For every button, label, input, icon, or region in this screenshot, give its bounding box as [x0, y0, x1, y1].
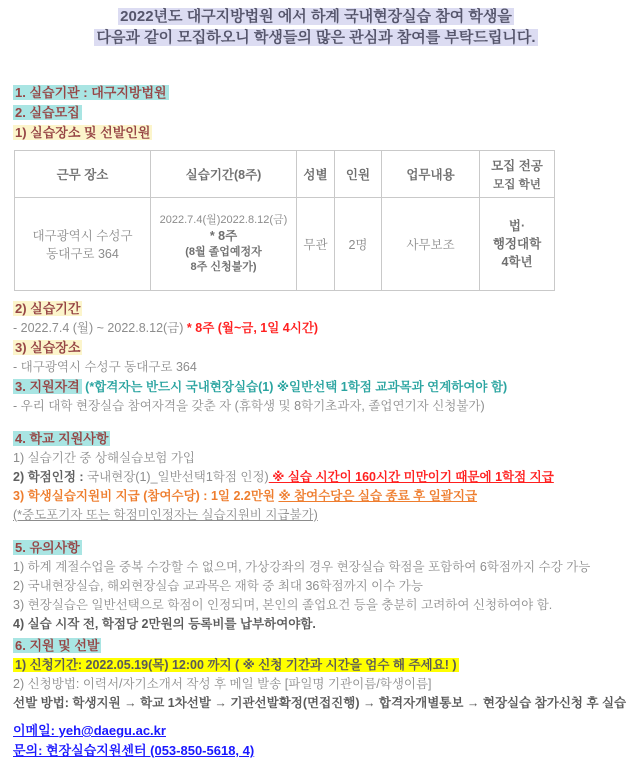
recruitment-table	[14, 150, 555, 291]
section6-item1: 1) 신청기간: 2022.05.19(목) 12:00 까지 ( ※ 신청 기간과 시간을 엄수 해 주세요! )	[15, 658, 457, 672]
table-header-row	[15, 151, 555, 198]
inquiry-text: 문의: 현장실습지원센터 (053-850-5618, 4)	[13, 743, 255, 758]
table-row	[15, 198, 555, 291]
email-label: 이메일:	[13, 723, 59, 738]
col-header-count: 인원	[335, 151, 382, 198]
cell-duty: 사무보조	[382, 198, 480, 291]
section6-item2: 2) 신청방법: 이력서/자기소개서 작성 후 메일 발송 [파일명 기관이름/학생이름]	[13, 677, 432, 691]
section4-item4: (*중도포기자 또는 학점미인정자는 실습지원비 지급불가)	[13, 508, 318, 522]
page-title	[13, 6, 619, 48]
section6-item3: 선발 방법: 학생지원 → 학교 1차선발 → 기관선발확정(면접진행) → 합격자개별통보 → 현장실습 참가신청 후 실습	[13, 696, 627, 710]
email-link[interactable]: yeh@daegu.ac.kr	[58, 723, 166, 738]
section5-item1: 1) 하계 계절수업을 중복 수강할 수 없으며, 가상강좌의 경우 현장실습 학점을 포함하여 6학점까지 수강 가능	[13, 560, 591, 574]
section4-item2: 2) 학점인정 : 국내현장(1)_일반선택1학점 인정) ※ 실습 시간이 160시간 미만이기 때문에 1학점 지급	[13, 470, 554, 484]
cell-count: 2명	[335, 198, 382, 291]
section6-title: 6. 지원 및 선발	[15, 638, 100, 653]
place-text: - 대구광역시 수성구 동대구로 364	[13, 360, 197, 374]
col-header-major: 모집 전공 모집 학년	[480, 151, 555, 198]
section5-item2: 2) 국내현장실습, 해외현장실습 교과목은 재학 중 최대 36학점까지 이수 가능	[13, 579, 423, 593]
section3-title: 3. 지원자격 (*합격자는 반드시 국내현장실습(1) ※일반선택 1학점 교과목과 연계하여야 함)	[15, 379, 508, 394]
col-header-period: 실습기간(8주)	[151, 151, 297, 198]
contact-block	[13, 721, 619, 761]
page-title-line2: 다음과 같이 모집하오니 학생들의 많은 관심과 참여를 부탁드립니다.	[96, 29, 536, 46]
section3-item1: - 우리 대학 현장실습 참여자격을 갖춘 자 (휴학생 및 8학기초과자, 졸업연기자 신청불가)	[13, 399, 485, 413]
period-text: - 2022.7.4 (월) ~ 2022.8.12(금) * 8주 (월~금, 1일 4시간)	[13, 321, 319, 335]
cell-gender: 무관	[297, 198, 335, 291]
inquiry-line	[13, 741, 619, 761]
section4-item3: 3) 학생실습지원비 지급 (참여수당) : 1일 2.2만원 ※ 참여수당은 실습 종료 후 일괄지급	[13, 489, 478, 503]
section1-title: 1. 실습기관 : 대구지방법원	[15, 85, 167, 100]
col-header-gender: 성별	[297, 151, 335, 198]
cell-period: 2022.7.4(월)2022.8.12(금) * 8주 (8월 졸업예정자 8주 신청불가)	[151, 198, 297, 291]
cell-major: 법· 행정대학 4학년	[480, 198, 555, 291]
cell-place: 대구광역시 수성구 동대구로 364	[15, 198, 151, 291]
section2-title: 2. 실습모집	[15, 105, 80, 120]
period-subtitle: 2) 실습기간	[15, 301, 81, 316]
section5-item4: 4) 실습 시작 전, 학점당 2만원의 등록비를 납부하여야함.	[13, 617, 316, 631]
section2-subtitle: 1) 실습장소 및 선발인원	[15, 125, 151, 140]
section5-item3: 3) 현장실습은 일반선택으로 학점이 인정되며, 본인의 졸업요건 등을 충분히 고려하여 신청하여야 함.	[13, 598, 553, 612]
section4-title: 4. 학교 지원사항	[15, 431, 109, 446]
col-header-place: 근무 장소	[15, 151, 151, 198]
col-header-duty: 업무내용	[382, 151, 480, 198]
email-line	[13, 721, 619, 741]
page-title-line1: 2022년도 대구지방법원 에서 하계 국내현장실습 참여 학생을	[120, 8, 512, 25]
section5-title: 5. 유의사항	[15, 540, 80, 555]
place-subtitle: 3) 실습장소	[15, 340, 81, 355]
section4-item1: 1) 실습기간 중 상해실습보험 가입	[13, 451, 195, 465]
